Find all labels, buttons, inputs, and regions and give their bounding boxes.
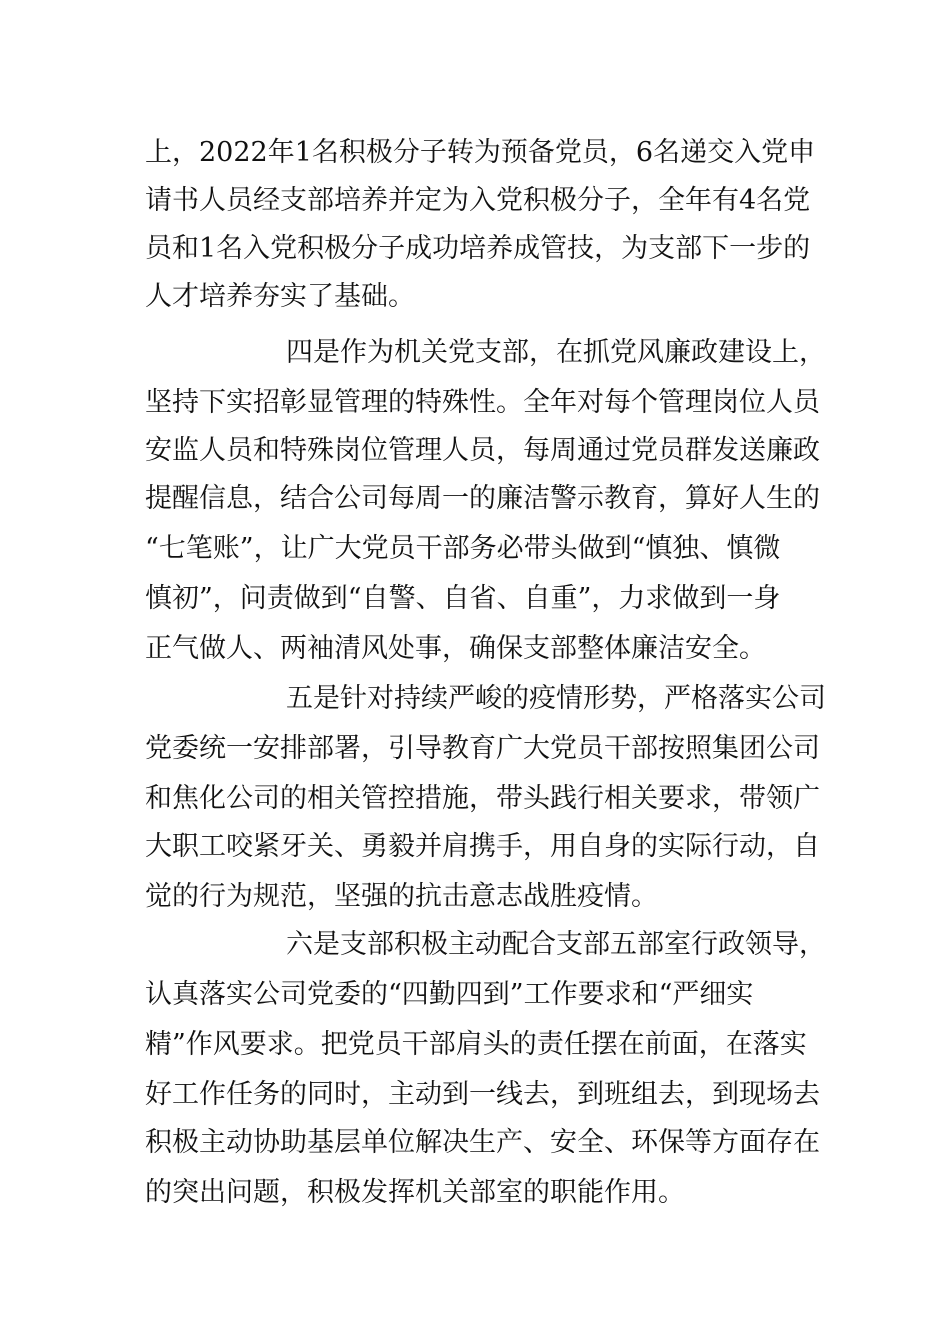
text-line: 认真落实公司党委的“四勤四到”工作要求和“严细实: [145, 979, 754, 1010]
text-line: 员和1名入党积极分子成功培养成管技，为支部下一步的: [145, 233, 811, 264]
text-line: 好工作任务的同时，主动到一线去，到班组去，到现场去: [145, 1079, 820, 1110]
paragraph-6-first-line: 六是支部积极主动配合支部五部室行政领导，: [286, 929, 826, 960]
text-line: 坚持下实招彰显管理的特殊性。全年对每个管理岗位人员: [145, 387, 820, 418]
text-line: 积极主动协助基层单位解决生产、安全、环保等方面存在: [145, 1127, 820, 1158]
text-line: 上，2022年1名积极分子转为预备党员，6名递交入党申: [145, 137, 816, 168]
text-line: 安监人员和特殊岗位管理人员，每周通过党员群发送廉政: [145, 435, 820, 466]
text-line: 党委统一安排部署，引导教育广大党员干部按照集团公司: [145, 733, 820, 764]
text-line: 的突出问题，积极发挥机关部室的职能作用。: [145, 1177, 685, 1208]
text-line: 大职工咬紧牙关、勇毅并肩携手，用自身的实际行动，自: [145, 831, 820, 862]
text-line: 提醒信息，结合公司每周一的廉洁警示教育，算好人生的: [145, 483, 820, 514]
text-line: 正气做人、两袖清风处事，确保支部整体廉洁安全。: [145, 633, 766, 664]
text-line: 请书人员经支部培养并定为入党积极分子，全年有4名党: [145, 185, 811, 216]
paragraph-5-first-line: 五是针对持续严峻的疫情形势，严格落实公司: [286, 683, 826, 714]
text-line: 觉的行为规范，坚强的抗击意志战胜疫情。: [145, 881, 658, 912]
text-line: 人才培养夯实了基础。: [145, 281, 415, 312]
text-line: 精”作风要求。把党员干部肩头的责任摆在前面，在落实: [145, 1029, 807, 1060]
text-line: 慎初”，问责做到“自警、自省、自重”，力求做到一身: [145, 583, 781, 614]
text-line: 和焦化公司的相关管控措施，带头践行相关要求，带领广: [145, 783, 820, 814]
paragraph-4-first-line: 四是作为机关党支部，在抓党风廉政建设上，: [286, 337, 826, 368]
text-line: “七笔账”，让广大党员干部务必带头做到“慎独、慎微: [145, 533, 781, 564]
